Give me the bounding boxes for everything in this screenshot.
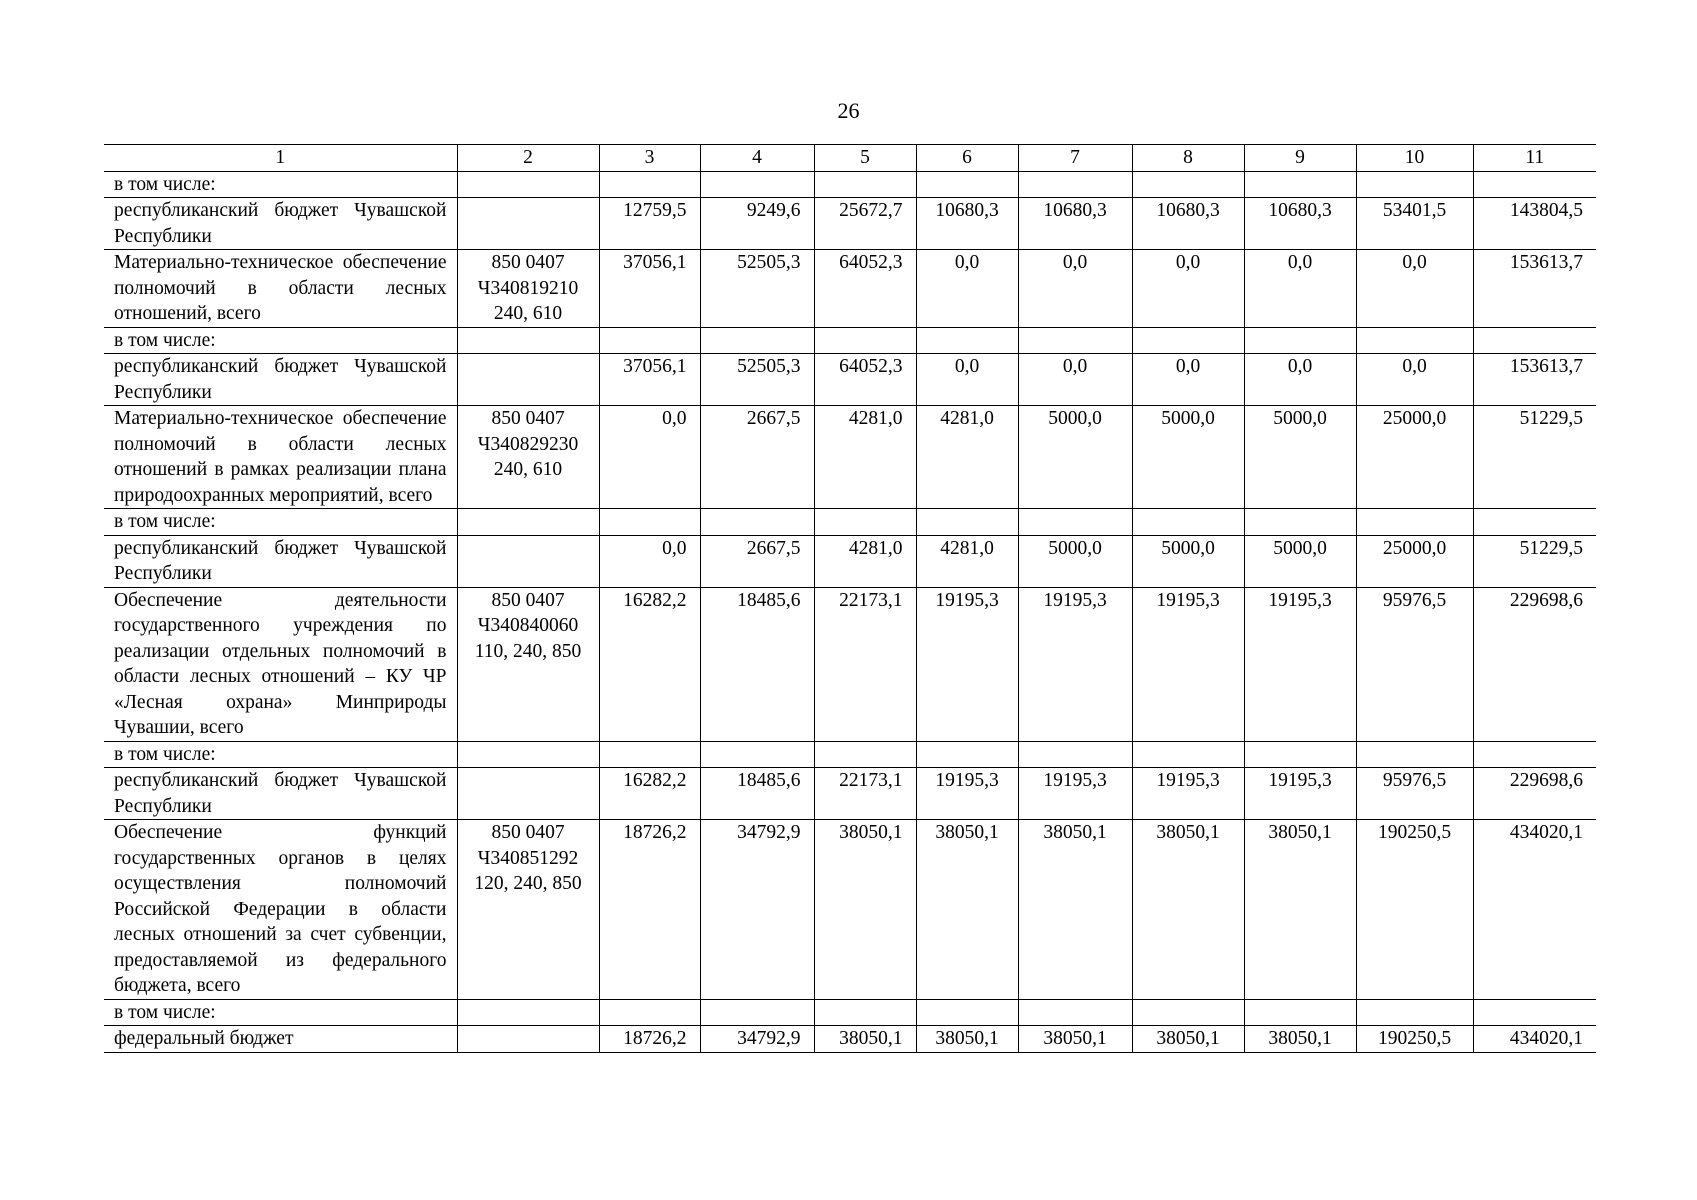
- value-cell: [1356, 327, 1473, 354]
- header-cell: 10: [1356, 145, 1473, 172]
- header-cell: 5: [814, 145, 916, 172]
- value-cell: 0,0: [1132, 354, 1244, 406]
- value-cell: [1473, 999, 1596, 1026]
- value-cell: [1244, 327, 1356, 354]
- value-cell: 38050,1: [1132, 1026, 1244, 1053]
- value-cell: 4281,0: [916, 406, 1018, 509]
- table-row: [104, 406, 1596, 509]
- row-name-cell: Обеспечение деятельности государственного учреждения по реализации отдельных полномочий в области лесных отношений – КУ ЧР «Лесная охрана» Минприроды Чувашии, всего: [104, 587, 457, 741]
- value-cell: 25000,0: [1356, 535, 1473, 587]
- value-cell: 95976,5: [1356, 587, 1473, 741]
- header-cell: 6: [916, 145, 1018, 172]
- value-cell: 19195,3: [1132, 587, 1244, 741]
- value-cell: [1244, 509, 1356, 536]
- value-cell: [814, 999, 916, 1026]
- value-cell: [916, 327, 1018, 354]
- budget-code-cell: [457, 999, 599, 1026]
- value-cell: 22173,1: [814, 587, 916, 741]
- value-cell: [814, 741, 916, 768]
- value-cell: [1356, 999, 1473, 1026]
- value-cell: 0,0: [599, 406, 700, 509]
- value-cell: 0,0: [1244, 354, 1356, 406]
- value-cell: 64052,3: [814, 250, 916, 328]
- value-cell: 18726,2: [599, 1026, 700, 1053]
- table-row: [104, 535, 1596, 587]
- value-cell: [916, 741, 1018, 768]
- row-name-cell: республиканский бюджет Чувашской Республики: [104, 198, 457, 250]
- value-cell: [814, 171, 916, 198]
- value-cell: 5000,0: [1018, 406, 1132, 509]
- value-cell: [1132, 509, 1244, 536]
- value-cell: 0,0: [916, 250, 1018, 328]
- value-cell: [1356, 509, 1473, 536]
- value-cell: 51229,5: [1473, 535, 1596, 587]
- row-name-cell: Материально-техническое обеспечение полномочий в области лесных отношений, всего: [104, 250, 457, 328]
- budget-code-cell: [457, 741, 599, 768]
- budget-code-cell: [457, 354, 599, 406]
- value-cell: 19195,3: [1018, 587, 1132, 741]
- value-cell: [1018, 171, 1132, 198]
- value-cell: [1244, 171, 1356, 198]
- value-cell: 52505,3: [700, 354, 814, 406]
- budget-code-cell: [457, 171, 599, 198]
- value-cell: [1244, 741, 1356, 768]
- value-cell: [1018, 999, 1132, 1026]
- value-cell: [1356, 171, 1473, 198]
- budget-code-cell: [457, 198, 599, 250]
- value-cell: 434020,1: [1473, 820, 1596, 1000]
- value-cell: 18485,6: [700, 587, 814, 741]
- budget-code-cell: 850 0407 Ч340851292 120, 240, 850: [457, 820, 599, 1000]
- value-cell: [814, 327, 916, 354]
- table-row: [104, 198, 1596, 250]
- value-cell: 5000,0: [1244, 535, 1356, 587]
- value-cell: 5000,0: [1018, 535, 1132, 587]
- value-cell: [1132, 741, 1244, 768]
- budget-code-cell: [457, 535, 599, 587]
- value-cell: [1018, 509, 1132, 536]
- value-cell: 53401,5: [1356, 198, 1473, 250]
- value-cell: 38050,1: [814, 1026, 916, 1053]
- value-cell: 34792,9: [700, 1026, 814, 1053]
- value-cell: 153613,7: [1473, 354, 1596, 406]
- value-cell: [1473, 509, 1596, 536]
- value-cell: 19195,3: [1244, 587, 1356, 741]
- value-cell: 19195,3: [1018, 768, 1132, 820]
- header-cell: 1: [104, 145, 457, 172]
- value-cell: 25672,7: [814, 198, 916, 250]
- value-cell: 37056,1: [599, 354, 700, 406]
- table-row: [104, 354, 1596, 406]
- header-cell: 4: [700, 145, 814, 172]
- value-cell: 95976,5: [1356, 768, 1473, 820]
- value-cell: 0,0: [1356, 354, 1473, 406]
- value-cell: 0,0: [599, 535, 700, 587]
- row-name-cell: федеральный бюджет: [104, 1026, 457, 1053]
- value-cell: [599, 327, 700, 354]
- value-cell: 0,0: [1018, 354, 1132, 406]
- value-cell: 10680,3: [916, 198, 1018, 250]
- value-cell: [1356, 741, 1473, 768]
- value-cell: 38050,1: [1132, 820, 1244, 1000]
- value-cell: 25000,0: [1356, 406, 1473, 509]
- value-cell: [1132, 999, 1244, 1026]
- value-cell: 5000,0: [1132, 535, 1244, 587]
- value-cell: 22173,1: [814, 768, 916, 820]
- table-row: [104, 820, 1596, 1000]
- value-cell: 37056,1: [599, 250, 700, 328]
- value-cell: 38050,1: [814, 820, 916, 1000]
- header-cell: 8: [1132, 145, 1244, 172]
- page-number: 26: [837, 98, 860, 123]
- value-cell: [1132, 171, 1244, 198]
- value-cell: 10680,3: [1018, 198, 1132, 250]
- value-cell: [599, 741, 700, 768]
- value-cell: [814, 509, 916, 536]
- value-cell: [700, 509, 814, 536]
- value-cell: 12759,5: [599, 198, 700, 250]
- row-name-cell: в том числе:: [104, 741, 457, 768]
- table-row: [104, 250, 1596, 328]
- value-cell: 19195,3: [1132, 768, 1244, 820]
- subheading-row: [104, 327, 1596, 354]
- value-cell: 0,0: [1132, 250, 1244, 328]
- row-name-cell: республиканский бюджет Чувашской Республики: [104, 535, 457, 587]
- value-cell: 190250,5: [1356, 1026, 1473, 1053]
- budget-table: [104, 144, 1596, 1053]
- subheading-row: [104, 171, 1596, 198]
- value-cell: 38050,1: [916, 1026, 1018, 1053]
- value-cell: 5000,0: [1132, 406, 1244, 509]
- value-cell: 38050,1: [1244, 1026, 1356, 1053]
- value-cell: [700, 999, 814, 1026]
- budget-code-cell: [457, 1026, 599, 1053]
- value-cell: 229698,6: [1473, 587, 1596, 741]
- value-cell: [1018, 741, 1132, 768]
- subheading-row: [104, 741, 1596, 768]
- row-name-cell: республиканский бюджет Чувашской Республики: [104, 768, 457, 820]
- value-cell: [599, 509, 700, 536]
- value-cell: 52505,3: [700, 250, 814, 328]
- value-cell: [1132, 327, 1244, 354]
- budget-code-cell: [457, 768, 599, 820]
- row-name-cell: в том числе:: [104, 327, 457, 354]
- value-cell: [1018, 327, 1132, 354]
- value-cell: 0,0: [1356, 250, 1473, 328]
- header-cell: 11: [1473, 145, 1596, 172]
- value-cell: 19195,3: [1244, 768, 1356, 820]
- value-cell: 190250,5: [1356, 820, 1473, 1000]
- value-cell: [916, 509, 1018, 536]
- value-cell: 19195,3: [916, 587, 1018, 741]
- value-cell: 4281,0: [814, 406, 916, 509]
- row-name-cell: республиканский бюджет Чувашской Республики: [104, 354, 457, 406]
- row-name-cell: в том числе:: [104, 171, 457, 198]
- value-cell: 19195,3: [916, 768, 1018, 820]
- value-cell: 229698,6: [1473, 768, 1596, 820]
- value-cell: [916, 171, 1018, 198]
- row-name-cell: в том числе:: [104, 999, 457, 1026]
- table-row: [104, 587, 1596, 741]
- value-cell: [1244, 999, 1356, 1026]
- table-body: [104, 145, 1596, 1053]
- value-cell: [1473, 741, 1596, 768]
- subheading-row: [104, 999, 1596, 1026]
- table-row: [104, 768, 1596, 820]
- value-cell: 64052,3: [814, 354, 916, 406]
- value-cell: 0,0: [1018, 250, 1132, 328]
- row-name-cell: Обеспечение функций государственных органов в целях осуществления полномочий Российской Федерации в области лесных отношений за счет субвенции, предоставляемой из федерального бюджета, всего: [104, 820, 457, 1000]
- value-cell: 153613,7: [1473, 250, 1596, 328]
- value-cell: 51229,5: [1473, 406, 1596, 509]
- value-cell: 38050,1: [1018, 820, 1132, 1000]
- value-cell: 34792,9: [700, 820, 814, 1000]
- value-cell: 4281,0: [916, 535, 1018, 587]
- value-cell: [599, 999, 700, 1026]
- value-cell: 16282,2: [599, 587, 700, 741]
- header-cell: 2: [457, 145, 599, 172]
- value-cell: 143804,5: [1473, 198, 1596, 250]
- value-cell: [1473, 327, 1596, 354]
- row-name-cell: в том числе:: [104, 509, 457, 536]
- value-cell: 0,0: [916, 354, 1018, 406]
- value-cell: 18485,6: [700, 768, 814, 820]
- value-cell: 16282,2: [599, 768, 700, 820]
- value-cell: 10680,3: [1132, 198, 1244, 250]
- header-cell: 3: [599, 145, 700, 172]
- value-cell: [599, 171, 700, 198]
- value-cell: [700, 171, 814, 198]
- value-cell: 38050,1: [1244, 820, 1356, 1000]
- value-cell: [700, 741, 814, 768]
- value-cell: [1473, 171, 1596, 198]
- header-cell: 7: [1018, 145, 1132, 172]
- header-cell: 9: [1244, 145, 1356, 172]
- value-cell: 0,0: [1244, 250, 1356, 328]
- budget-code-cell: 850 0407 Ч340829230 240, 610: [457, 406, 599, 509]
- value-cell: 9249,6: [700, 198, 814, 250]
- value-cell: [700, 327, 814, 354]
- value-cell: 5000,0: [1244, 406, 1356, 509]
- budget-code-cell: [457, 509, 599, 536]
- table-row: [104, 1026, 1596, 1053]
- subheading-row: [104, 509, 1596, 536]
- row-name-cell: Материально-техническое обеспечение полномочий в области лесных отношений в рамках реализации плана природоохранных мероприятий, всего: [104, 406, 457, 509]
- header-row: [104, 145, 1596, 172]
- value-cell: 10680,3: [1244, 198, 1356, 250]
- value-cell: 2667,5: [700, 406, 814, 509]
- budget-code-cell: [457, 327, 599, 354]
- value-cell: 2667,5: [700, 535, 814, 587]
- value-cell: 38050,1: [1018, 1026, 1132, 1053]
- budget-code-cell: 850 0407 Ч340819210 240, 610: [457, 250, 599, 328]
- value-cell: 38050,1: [916, 820, 1018, 1000]
- value-cell: [916, 999, 1018, 1026]
- value-cell: 4281,0: [814, 535, 916, 587]
- value-cell: 18726,2: [599, 820, 700, 1000]
- budget-code-cell: 850 0407 Ч340840060 110, 240, 850: [457, 587, 599, 741]
- value-cell: 434020,1: [1473, 1026, 1596, 1053]
